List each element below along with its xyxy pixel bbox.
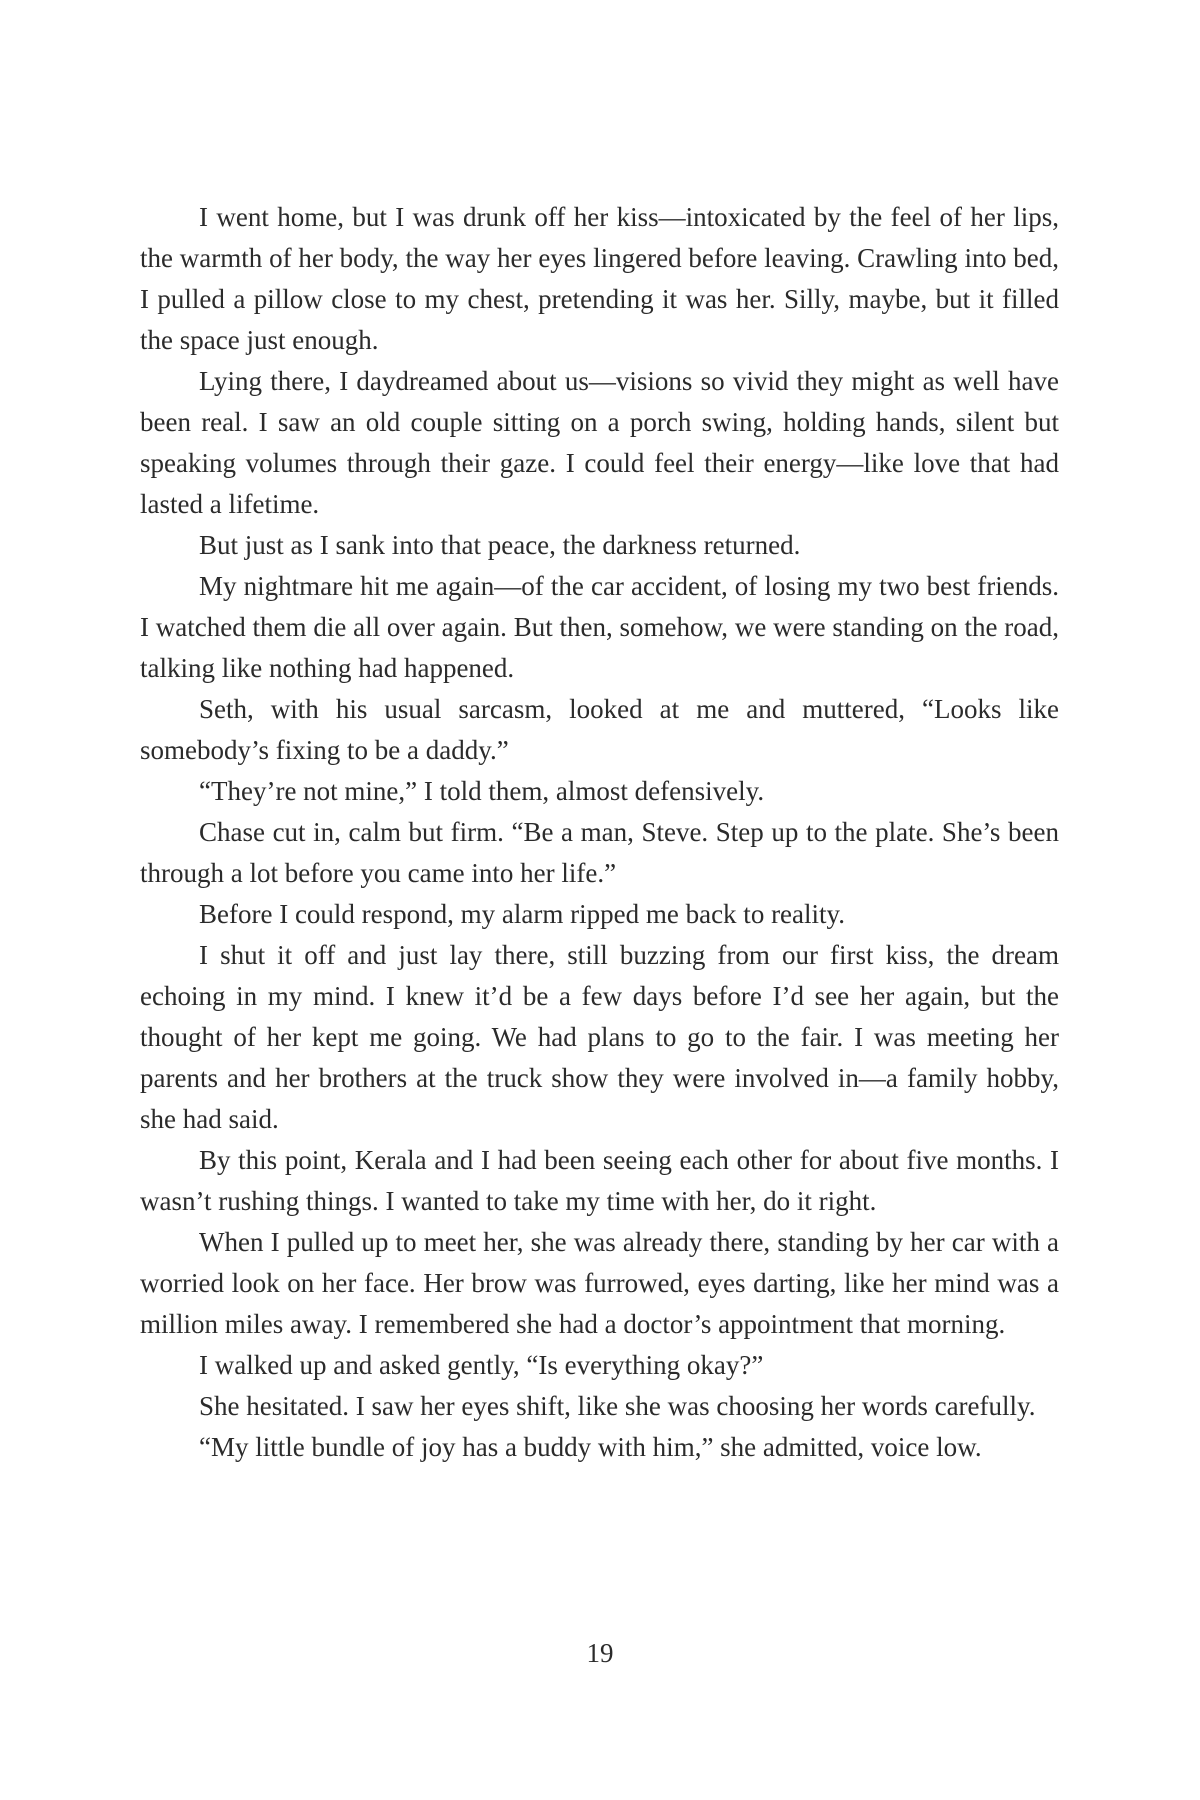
paragraph: “My little bundle of joy has a buddy with him,” she admitted, voice low. [199,1432,982,1462]
paragraph: My nightmare hit me again—of the car accident, of losing my two best friends. I watched them die all over again. But then, somehow, we were standing on the road, talking like nothing had happened. [140,571,1059,683]
paragraph: I walked up and asked gently, “Is everything okay?” [199,1350,764,1380]
paragraph: I went home, but I was drunk off her kiss—intoxicated by the feel of her lips, the warmth of her body, the way her eyes lingered before leaving. Crawling into bed, I pulled a pillow close to my chest, pretending it was her. Silly, maybe, but it filled the space just enough. [140,202,1059,355]
paragraph: Before I could respond, my alarm ripped me back to reality. [199,899,846,929]
page-number: 19 [586,1638,614,1668]
paragraph: Lying there, I daydreamed about us—visions so vivid they might as well have been real. I saw an old couple sitting on a porch swing, holding hands, silent but speaking volumes through their gaze. I could feel their energy—like love that had lasted a lifetime. [140,366,1059,519]
paragraph: I shut it off and just lay there, still buzzing from our first kiss, the dream echoing in my mind. I knew it’d be a few days before I’d see her again, but the thought of her kept me going. We had plans to go to the fair. I was meeting her parents and her brothers at the truck show they were involved in—a family hobby, she had said. [140,940,1059,1134]
paragraph: By this point, Kerala and I had been seeing each other for about five months. I wasn’t rushing things. I wanted to take my time with her, do it right. [140,1145,1059,1216]
paragraph: She hesitated. I saw her eyes shift, like she was choosing her words carefully. [199,1391,1036,1421]
paragraph: When I pulled up to meet her, she was already there, standing by her car with a worried look on her face. Her brow was furrowed, eyes darting, like her mind was a million miles away. I remembered she had a doctor’s appointment that morning. [140,1227,1059,1339]
paragraph: Seth, with his usual sarcasm, looked at me and muttered, “Looks like somebody’s fixing to be a daddy.” [140,694,1059,765]
paragraph: But just as I sank into that peace, the darkness returned. [199,530,801,560]
body-text [140,197,1059,1468]
paragraph: Chase cut in, calm but firm. “Be a man, Steve. Step up to the plate. She’s been through a lot before you came into her life.” [140,817,1059,888]
paragraph: “They’re not mine,” I told them, almost defensively. [199,776,765,806]
